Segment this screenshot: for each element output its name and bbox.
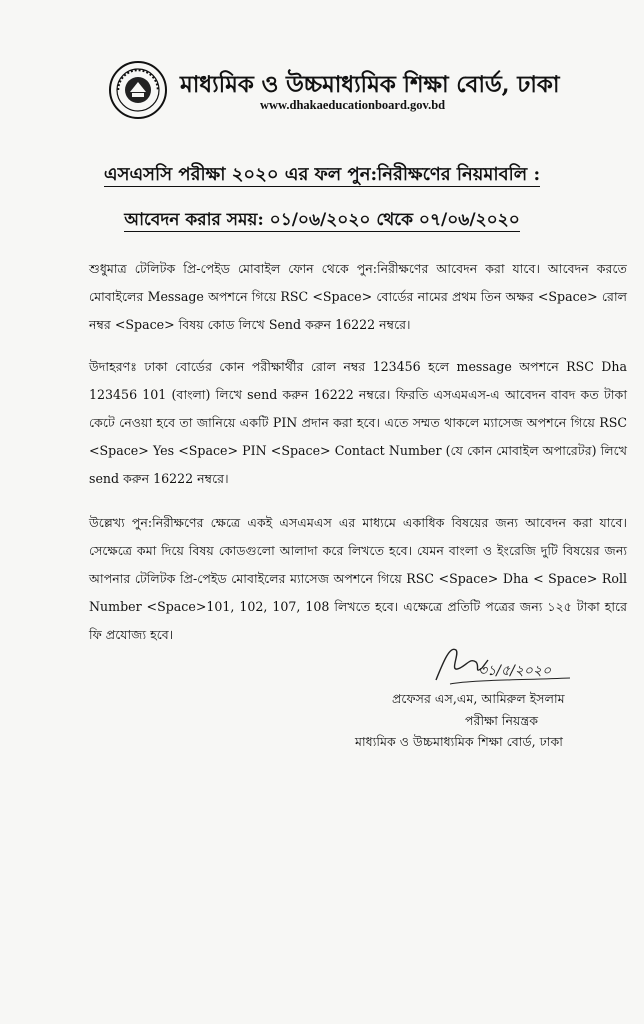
controller-designation: পরীক্ষা নিয়ন্ত্রক [465, 713, 539, 728]
controller-name: প্রফেসর এস,এম, আমিরুল ইসলাম [392, 691, 565, 706]
notice-title [0, 160, 644, 191]
board-seal-icon [108, 60, 168, 120]
controller-office: মাধ্যমিক ও উচ্চমাধ্যমিক শিক্ষা বোর্ড, ঢাকা [355, 734, 563, 749]
paragraph-example: উদাহরণঃ ঢাকা বোর্ডের কোন পরীক্ষার্থীর রোল নম্বর 123456 হলে message অপশনে RSC Dha 123456 101 (বাংলা) লিখে send করুন 16222 নম্বরে। ফিরতি এসএমএস-এ আবেদন বাবদ কত টাকা কেটে নেওয়া হবে তা জানিয়ে একটি PIN প্রদান করা হবে। এতে সম্মত থাকলে ম্যাসেজ অপশনে গিয়ে RSC <Space> Yes <Space> PIN <Space> Contact Number (যে কোন মোবাইল অপারেটর) লিখে send করুন 16222 নম্বরে। [89, 359, 627, 486]
notice-title-text: এসএসসি পরীক্ষা ২০২০ এর ফল পুন:নিরীক্ষণের নিয়মাবলি : [103, 164, 541, 185]
paragraph-instructions: শুধুমাত্র টেলিটক প্রি-পেইড মোবাইল ফোন থেকে পুন:নিরীক্ষণের আবেদন করা যাবে। আবেদন করতে মোবাইলের Message অপশনে গিয়ে RSC <Space> বোর্ডের নামের প্রথম তিন অক্ষর <Space> রোল নম্বর <Space> বিষয় কোড লিখে Send করুন 16222 নম্বরে। [89, 261, 627, 332]
website-link[interactable]: www.dhakaeducationboard.gov.bd [260, 98, 446, 112]
signature-date: ৩১/৫/২০২০ [478, 663, 552, 679]
paragraph-note: উল্লেখ্য পুন:নিরীক্ষণের ক্ষেত্রে একই এসএমএস এর মাধ্যমে একাধিক বিষয়ের জন্য আবেদন করা যাবে। সেক্ষেত্রে কমা দিয়ে বিষয় কোডগুলো আলাদা করে লিখতে হবে। যেমন বাংলা ও ইংরেজি দুটি বিষয়ের জন্য আপনার টেলিটক প্রি-পেইড মোবাইলের ম্যাসেজ অপশনে গিয়ে RSC <Space> Dha < Space> Roll Number <Space>101, 102, 107, 108 লিখতে হবে। এক্ষেত্রে প্রতিটি পত্রের জন্য ১২৫ টাকা হারে ফি প্রযোজ্য হবে। [89, 515, 627, 642]
application-period [0, 207, 644, 235]
application-period-text: আবেদন করার সময়: ০১/০৬/২০২০ থেকে ০৭/০৬/২০২০ [124, 210, 520, 230]
organization-name: মাধ্যমিক ও উচ্চমাধ্যমিক শিক্ষা বোর্ড, ঢাকা [180, 71, 560, 98]
